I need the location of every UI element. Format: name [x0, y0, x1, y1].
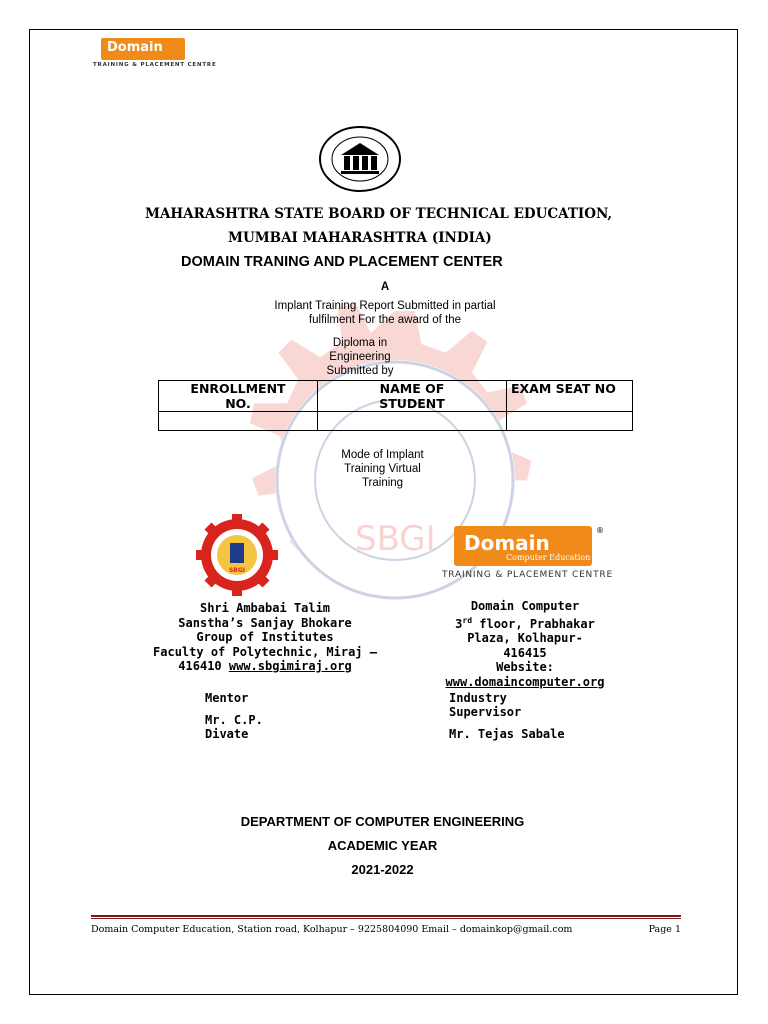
page-footer: [91, 924, 681, 935]
mentor-label: Mentor: [205, 691, 249, 705]
company-block: [410, 599, 640, 689]
msbte-emblem-icon: [317, 125, 403, 193]
institute-block: [140, 601, 390, 674]
company-line5: Website:: [496, 660, 554, 674]
table-header-seat: EXAM SEAT NO: [507, 381, 633, 412]
institute-line5: [140, 659, 390, 674]
table-cell: [159, 412, 318, 431]
institute-line3: Group of Institutes: [196, 630, 334, 644]
diploma-line1: Diploma in: [332, 337, 388, 349]
department-block: [200, 810, 565, 882]
watermark-text: SBGI: [355, 519, 436, 559]
company-logo-tagline: Computer Education: [506, 553, 591, 562]
company-logo-brand: Domain: [464, 531, 550, 555]
student-table: [158, 380, 633, 431]
table-header-row: [159, 381, 633, 412]
domain-logo-header: [93, 38, 217, 72]
table-cell: [318, 412, 507, 431]
seal-text: SBGI: [228, 567, 246, 574]
company-line4: 416415: [503, 645, 547, 660]
title-a: A: [380, 281, 390, 293]
company-floor-sup: rd: [462, 615, 473, 625]
mode-line3: Training: [361, 477, 404, 489]
supervisor-name: Mr. Tejas Sabale: [449, 727, 565, 741]
supervisor-label-line2: Supervisor: [449, 705, 522, 719]
institute-line2: Sanstha’s Sanjay Bhokare: [178, 615, 352, 630]
academic-year-label: ACADEMIC YEAR: [327, 838, 438, 853]
table-cell: [507, 412, 633, 431]
academic-year-value: 2021-2022: [351, 862, 414, 877]
company-floor-number: 3: [455, 616, 463, 631]
footer-rule-thin: [91, 918, 681, 919]
institute-pin: 416410: [178, 659, 229, 673]
mode-line1: Mode of Implant: [341, 449, 424, 461]
company-floor-text: floor, Prabhakar: [472, 616, 595, 631]
company-website-link[interactable]: www.domaincomputer.org: [445, 674, 605, 689]
page-number: Page 1: [648, 924, 681, 935]
board-title-line2: MUMBAI MAHARASHTRA (INDIA): [228, 230, 492, 246]
company-line1: Domain Computer: [470, 599, 580, 613]
header-logo-subtitle: TRAINING & PLACEMENT CENTRE: [93, 62, 217, 68]
supervisor-label-line1: Industry: [449, 691, 507, 705]
domain-logo-company: [444, 526, 614, 586]
company-logo-subtitle: TRAINING & PLACEMENT CENTRE: [442, 570, 613, 580]
report-line1: Implant Training Report Submitted in partial: [274, 300, 496, 312]
report-line2: fulfilment For the award of the: [308, 314, 462, 326]
submitted-by: Submitted by: [326, 365, 394, 377]
footer-rule: [91, 915, 681, 917]
mode-line2: Training Virtual: [344, 463, 421, 475]
table-row: [159, 412, 633, 431]
diploma-line2: Engineering: [329, 351, 391, 363]
header-logo-brand: Domain: [107, 40, 163, 55]
institute-line4: Faculty of Polytechnic, Miraj –: [153, 644, 377, 659]
company-line3: Plaza, Kolhapur-: [467, 631, 583, 645]
board-title-line1: MAHARASHTRA STATE BOARD OF TECHNICAL EDUCATION,: [145, 206, 613, 222]
institute-line1: Shri Ambabai Talim: [199, 601, 331, 615]
institute-website-link[interactable]: www.sbgimiraj.org: [228, 659, 352, 673]
table-header-name: NAME OF STUDENT: [318, 381, 507, 412]
sbgi-seal-icon: [196, 514, 278, 596]
mentor-name-line2: Divate: [205, 727, 249, 741]
center-title: DOMAIN TRANING AND PLACEMENT CENTER: [181, 254, 503, 270]
department-title: DEPARTMENT OF COMPUTER ENGINEERING: [240, 814, 525, 829]
footer-contact: Domain Computer Education, Station road, Kolhapur – 9225804090 Email – domainkop@gmail.com: [91, 924, 573, 935]
company-line2: [410, 614, 640, 632]
table-header-enrollment: ENROLLMENT NO.: [159, 381, 318, 412]
registered-icon: ®: [596, 526, 604, 535]
mentor-name-line1: Mr. C.P.: [205, 713, 263, 727]
